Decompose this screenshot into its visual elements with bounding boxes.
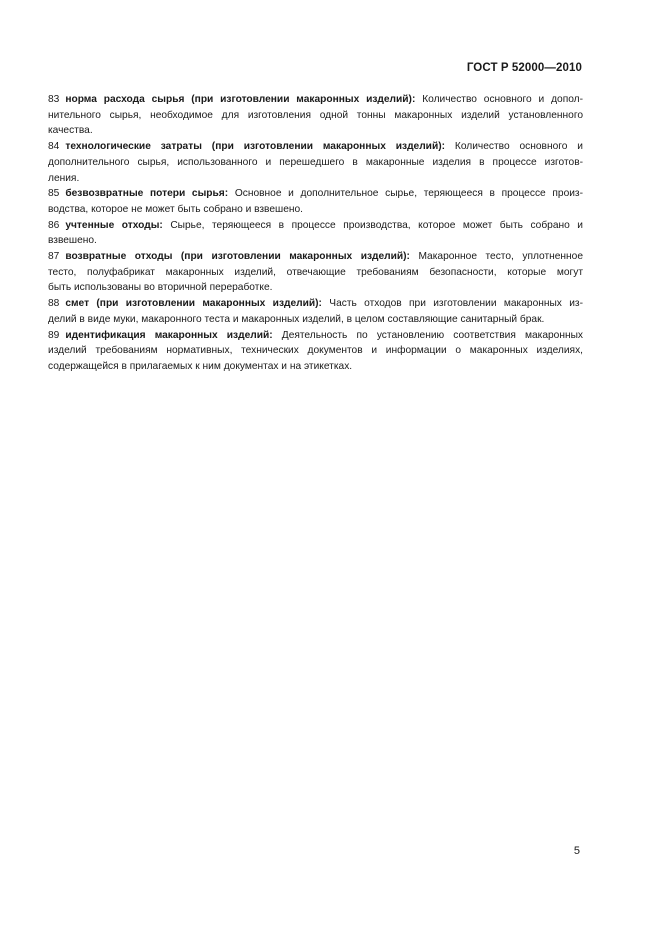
entry-first-line (48, 328, 583, 344)
definitions-list (48, 92, 583, 375)
entry-number: 88 (48, 298, 60, 310)
entry-first-line (48, 249, 583, 265)
entry-first-line (48, 186, 583, 202)
entry-text-line: дополнительного сырья, использованного и перешедшего в макаронные изделия в процессе изготов- (48, 156, 583, 168)
entry-term: смет (при изготовлении макаронных изделий): (65, 298, 322, 310)
entry-first-line (48, 218, 583, 234)
entry-text: Часть отходов при изготовлении макаронных из- (329, 298, 583, 310)
entry-text-line: быть использованы во вторичной переработке. (48, 282, 273, 294)
definition-entry-89 (48, 328, 583, 375)
page-number: 5 (573, 845, 580, 857)
definition-entry-84 (48, 139, 583, 186)
definition-entry-85 (48, 186, 583, 217)
entry-text-line: тесто, полуфабрикат макаронных изделий, отвечающие требованиям безопасности, которые могут (48, 266, 583, 278)
entry-text-line: ления. (48, 172, 80, 184)
entry-first-line (48, 296, 583, 312)
entry-text-line: делий в виде муки, макаронного теста и макаронных изделий, в целом составляющие санитарный брак. (48, 313, 545, 325)
entry-number: 86 (48, 219, 60, 231)
entry-text-line: взвешено. (48, 235, 97, 247)
entry-number: 84 (48, 141, 60, 153)
entry-text-line: изделий требованиям нормативных, технических документов и информации о макаронных изделиях, (48, 345, 583, 357)
entry-text-line: водства, которое не может быть собрано и взвешено. (48, 203, 303, 215)
entry-first-line (48, 139, 583, 155)
entry-text: Сырье, теряющееся в процессе производства, которое может быть собрано и (170, 219, 583, 231)
entry-text: Количество основного и (454, 141, 583, 153)
definition-entry-87 (48, 249, 583, 296)
entry-text: Деятельность по установлению соответствия макаронных (281, 329, 583, 341)
standard-designation: ГОСТ Р 52000—2010 (466, 62, 582, 74)
entry-term: норма расхода сырья (при изготовлении макаронных изделий): (65, 94, 416, 105)
entry-number: 83 (48, 94, 60, 105)
entry-number: 85 (48, 188, 60, 200)
entry-number: 89 (48, 329, 60, 341)
definition-entry-88 (48, 296, 583, 327)
definition-entry-86 (48, 218, 583, 249)
entry-number: 87 (48, 251, 60, 263)
entry-term: безвозвратные потери сырья: (65, 188, 229, 200)
entry-text-line: нительного сырья, необходимое для изготовления одной тонны макаронных изделий установленного (48, 109, 583, 121)
definition-entry-83 (48, 92, 583, 139)
entry-text-line: содержащейся в прилагаемых к ним документах и на этикетках. (48, 360, 353, 372)
entry-first-line (48, 92, 583, 108)
entry-term: технологические затраты (при изготовлении макаронных изделий): (65, 141, 445, 153)
entry-text: Макаронное тесто, уплотненное (418, 251, 583, 263)
entry-term: идентификация макаронных изделий: (65, 329, 273, 341)
entry-text: Количество основного и допол- (422, 94, 583, 105)
entry-term: возвратные отходы (при изготовлении макаронных изделий): (65, 251, 410, 263)
entry-text-line: качества. (48, 125, 93, 137)
entry-term: учтенные отходы: (65, 219, 163, 231)
entry-text: Основное и дополнительное сырье, теряющееся в процессе произ- (234, 188, 583, 200)
